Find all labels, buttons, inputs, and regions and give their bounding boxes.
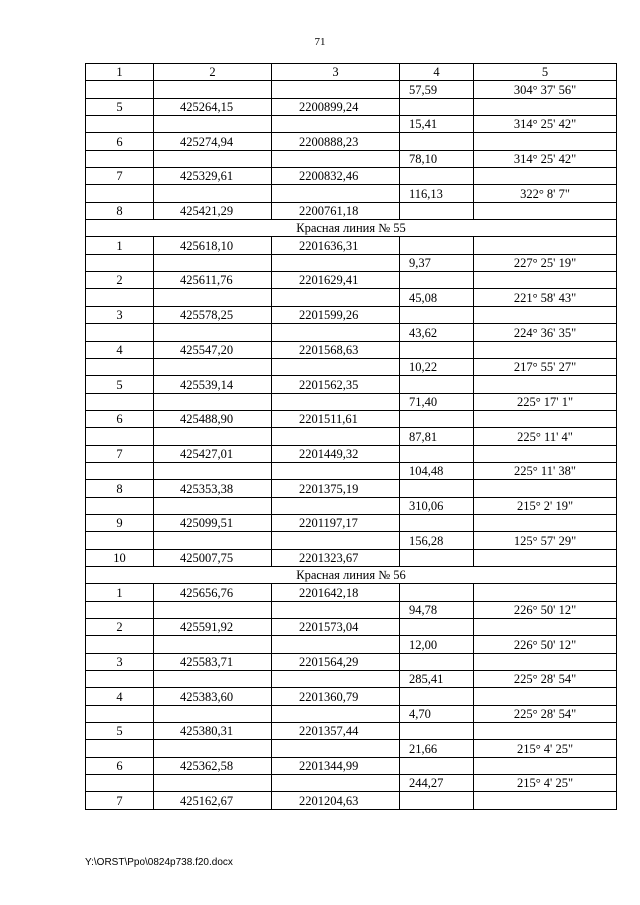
table-cell: 10,22	[400, 358, 474, 375]
table-cell	[272, 324, 400, 341]
table-cell: 71,40	[400, 393, 474, 410]
table-cell: 2200899,24	[272, 98, 400, 115]
section-title: Красная линия № 55	[86, 220, 617, 237]
table-cell	[474, 514, 617, 531]
table-row	[86, 81, 617, 98]
table-cell: 6	[86, 410, 154, 427]
table-cell: 215° 4' 25"	[474, 775, 617, 792]
table-cell: 125° 57' 29"	[474, 532, 617, 549]
table-cell: 227° 25' 19"	[474, 254, 617, 271]
table-cell	[272, 532, 400, 549]
table-cell	[154, 740, 272, 757]
table-cell	[272, 601, 400, 618]
table-cell	[272, 358, 400, 375]
table-cell	[474, 619, 617, 636]
table-row	[86, 636, 617, 653]
table-cell	[154, 428, 272, 445]
table-cell: 226° 50' 12"	[474, 636, 617, 653]
table-cell: 2201323,67	[272, 549, 400, 566]
table-cell	[272, 428, 400, 445]
table-cell	[400, 619, 474, 636]
section-row	[86, 566, 617, 583]
table-cell: 2201511,61	[272, 410, 400, 427]
table-cell: 2201449,32	[272, 445, 400, 462]
table-cell	[400, 653, 474, 670]
table-cell: 2201642,18	[272, 584, 400, 601]
table-cell	[474, 549, 617, 566]
table-cell	[400, 202, 474, 219]
table-cell: 2201636,31	[272, 237, 400, 254]
table-cell: 2201568,63	[272, 341, 400, 358]
table-row	[86, 133, 617, 150]
table-cell	[474, 723, 617, 740]
table-cell	[86, 81, 154, 98]
table-cell: 425656,76	[154, 584, 272, 601]
table-cell	[400, 133, 474, 150]
table-cell	[86, 358, 154, 375]
table-cell: 425162,67	[154, 792, 272, 809]
table-cell: 43,62	[400, 324, 474, 341]
table-row	[86, 237, 617, 254]
table-cell: 116,13	[400, 185, 474, 202]
table-row	[86, 532, 617, 549]
table-cell: 87,81	[400, 428, 474, 445]
table-cell	[474, 376, 617, 393]
table-cell: 425353,38	[154, 480, 272, 497]
table-cell	[272, 150, 400, 167]
table-cell	[154, 705, 272, 722]
table-cell: 9,37	[400, 254, 474, 271]
table-row	[86, 792, 617, 809]
table-cell	[400, 272, 474, 289]
table-cell: 217° 55' 27"	[474, 358, 617, 375]
table-cell	[272, 81, 400, 98]
table-cell: 2200832,46	[272, 168, 400, 185]
table-row	[86, 723, 617, 740]
table-cell: 425547,20	[154, 341, 272, 358]
table-cell: 425427,01	[154, 445, 272, 462]
table-cell	[154, 150, 272, 167]
table-cell: 9	[86, 514, 154, 531]
table-cell: 2201629,41	[272, 272, 400, 289]
table-cell: 10	[86, 549, 154, 566]
table-cell: 15,41	[400, 116, 474, 133]
table-cell	[400, 549, 474, 566]
table-cell	[474, 445, 617, 462]
table-cell: 8	[86, 202, 154, 219]
table-cell	[86, 671, 154, 688]
table-cell: 225° 11' 4"	[474, 428, 617, 445]
table-cell	[272, 289, 400, 306]
table-cell: 94,78	[400, 601, 474, 618]
table-row	[86, 653, 617, 670]
table-cell: 5	[86, 723, 154, 740]
table-cell	[400, 168, 474, 185]
table-cell: 2201344,99	[272, 757, 400, 774]
table-cell	[86, 636, 154, 653]
table-cell	[400, 445, 474, 462]
table-cell	[474, 306, 617, 323]
table-cell: 425591,92	[154, 619, 272, 636]
table-row	[86, 168, 617, 185]
table-cell	[86, 740, 154, 757]
table-cell: 2201197,17	[272, 514, 400, 531]
table-row	[86, 601, 617, 618]
table-row	[86, 358, 617, 375]
column-header: 4	[400, 64, 474, 81]
table-cell	[86, 775, 154, 792]
file-path-footer: Y:\ORST\Ppo\0824p738.f20.docx	[85, 857, 233, 868]
column-header: 3	[272, 64, 400, 81]
table-row	[86, 202, 617, 219]
table-cell: 425611,76	[154, 272, 272, 289]
table-cell	[154, 81, 272, 98]
table-row	[86, 341, 617, 358]
table-row	[86, 740, 617, 757]
column-header: 5	[474, 64, 617, 81]
table-cell	[400, 98, 474, 115]
column-header: 1	[86, 64, 154, 81]
table-cell	[86, 289, 154, 306]
table-cell	[474, 202, 617, 219]
table-cell	[272, 497, 400, 514]
table-row	[86, 462, 617, 479]
table-row	[86, 445, 617, 462]
table-cell	[400, 514, 474, 531]
table-cell: 425264,15	[154, 98, 272, 115]
table-cell	[272, 462, 400, 479]
table-cell	[474, 237, 617, 254]
table-row	[86, 671, 617, 688]
table-cell: 21,66	[400, 740, 474, 757]
table-cell: 215° 4' 25"	[474, 740, 617, 757]
table-cell: 425362,58	[154, 757, 272, 774]
table-cell: 425099,51	[154, 514, 272, 531]
column-header: 2	[154, 64, 272, 81]
table-cell: 7	[86, 445, 154, 462]
table-cell: 322° 8' 7"	[474, 185, 617, 202]
table-cell	[86, 116, 154, 133]
table-cell: 425380,31	[154, 723, 272, 740]
table-cell	[154, 775, 272, 792]
table-cell: 2201357,44	[272, 723, 400, 740]
table-cell: 6	[86, 133, 154, 150]
section-title: Красная линия № 56	[86, 566, 617, 583]
table-cell: 1	[86, 584, 154, 601]
table-cell	[400, 306, 474, 323]
table-cell: 4	[86, 688, 154, 705]
table-row	[86, 410, 617, 427]
table-cell: 78,10	[400, 150, 474, 167]
table-cell	[272, 705, 400, 722]
table-cell: 310,06	[400, 497, 474, 514]
table-cell: 425383,60	[154, 688, 272, 705]
table-cell	[86, 601, 154, 618]
table-cell	[154, 185, 272, 202]
table-cell: 425583,71	[154, 653, 272, 670]
table-cell	[154, 324, 272, 341]
coordinates-table	[85, 63, 617, 810]
table-cell	[86, 254, 154, 271]
table-cell: 225° 28' 54"	[474, 705, 617, 722]
table-cell: 7	[86, 792, 154, 809]
table-cell	[154, 393, 272, 410]
table-row	[86, 549, 617, 566]
table-row	[86, 324, 617, 341]
table-cell	[474, 653, 617, 670]
table-cell: 2201573,04	[272, 619, 400, 636]
table-cell: 7	[86, 168, 154, 185]
table-cell: 425007,75	[154, 549, 272, 566]
table-cell	[400, 584, 474, 601]
table-cell	[400, 792, 474, 809]
table-cell	[400, 376, 474, 393]
table-row	[86, 185, 617, 202]
table-cell	[474, 341, 617, 358]
table-row	[86, 514, 617, 531]
table-row	[86, 428, 617, 445]
table-cell: 314° 25' 42"	[474, 150, 617, 167]
table-cell	[154, 462, 272, 479]
table-body	[86, 64, 617, 810]
table-cell	[272, 393, 400, 410]
table-cell: 226° 50' 12"	[474, 601, 617, 618]
table-cell: 4,70	[400, 705, 474, 722]
table-cell	[86, 150, 154, 167]
table-cell	[86, 393, 154, 410]
table-cell	[154, 671, 272, 688]
table-cell: 314° 25' 42"	[474, 116, 617, 133]
table-row	[86, 272, 617, 289]
table-cell: 5	[86, 98, 154, 115]
table-cell: 8	[86, 480, 154, 497]
table-cell	[154, 601, 272, 618]
section-row	[86, 220, 617, 237]
table-cell	[86, 462, 154, 479]
table-cell: 304° 37' 56"	[474, 81, 617, 98]
table-row	[86, 306, 617, 323]
table-cell	[154, 497, 272, 514]
table-row	[86, 584, 617, 601]
table-cell: 425618,10	[154, 237, 272, 254]
table-cell: 224° 36' 35"	[474, 324, 617, 341]
table-cell: 244,27	[400, 775, 474, 792]
table-cell	[474, 757, 617, 774]
table-cell: 215° 2' 19"	[474, 497, 617, 514]
table-cell	[86, 532, 154, 549]
table-cell	[474, 792, 617, 809]
table-cell: 6	[86, 757, 154, 774]
table-cell: 2	[86, 272, 154, 289]
table-row	[86, 289, 617, 306]
table-row	[86, 497, 617, 514]
table-row	[86, 116, 617, 133]
table-cell: 2201599,26	[272, 306, 400, 323]
table-cell	[400, 237, 474, 254]
table-cell	[272, 775, 400, 792]
header-row	[86, 64, 617, 81]
table-cell	[272, 254, 400, 271]
table-cell: 3	[86, 653, 154, 670]
table-cell	[154, 358, 272, 375]
table-row	[86, 393, 617, 410]
table-row	[86, 619, 617, 636]
table-cell: 156,28	[400, 532, 474, 549]
table-cell: 225° 28' 54"	[474, 671, 617, 688]
table-cell: 2201375,19	[272, 480, 400, 497]
table-row	[86, 757, 617, 774]
table-cell: 221° 58' 43"	[474, 289, 617, 306]
table-cell	[400, 410, 474, 427]
table-cell: 12,00	[400, 636, 474, 653]
table-cell: 57,59	[400, 81, 474, 98]
table-row	[86, 98, 617, 115]
table-cell	[474, 272, 617, 289]
table-cell: 104,48	[400, 462, 474, 479]
table-cell	[154, 116, 272, 133]
table-cell: 5	[86, 376, 154, 393]
table-cell	[474, 480, 617, 497]
table-cell: 2201204,63	[272, 792, 400, 809]
table-cell	[272, 185, 400, 202]
table-cell	[154, 289, 272, 306]
page-number: 71	[314, 36, 326, 48]
table-cell: 425578,25	[154, 306, 272, 323]
table-cell	[86, 497, 154, 514]
table-cell	[400, 688, 474, 705]
table-cell	[154, 636, 272, 653]
table-cell: 425274,94	[154, 133, 272, 150]
table-row	[86, 705, 617, 722]
table-cell	[400, 757, 474, 774]
table-row	[86, 150, 617, 167]
table-cell: 225° 11' 38"	[474, 462, 617, 479]
table-cell: 425488,90	[154, 410, 272, 427]
table-cell	[474, 688, 617, 705]
table-row	[86, 775, 617, 792]
table-cell	[272, 671, 400, 688]
table-cell	[86, 705, 154, 722]
table-cell	[272, 740, 400, 757]
table-row	[86, 688, 617, 705]
table-cell	[400, 723, 474, 740]
table-cell	[400, 480, 474, 497]
table-row	[86, 480, 617, 497]
table-cell	[474, 168, 617, 185]
table-cell	[474, 410, 617, 427]
table-cell: 2200761,18	[272, 202, 400, 219]
table-cell: 2201360,79	[272, 688, 400, 705]
table-cell: 225° 17' 1"	[474, 393, 617, 410]
table-cell: 2201564,29	[272, 653, 400, 670]
table-cell: 4	[86, 341, 154, 358]
table-row	[86, 376, 617, 393]
table-cell: 285,41	[400, 671, 474, 688]
table-cell: 1	[86, 237, 154, 254]
table-cell: 2200888,23	[272, 133, 400, 150]
table-cell	[86, 185, 154, 202]
table-cell: 3	[86, 306, 154, 323]
table-cell: 45,08	[400, 289, 474, 306]
table-cell	[272, 116, 400, 133]
table-cell	[154, 532, 272, 549]
table-row	[86, 254, 617, 271]
table-cell: 2201562,35	[272, 376, 400, 393]
table-cell: 2	[86, 619, 154, 636]
table-cell	[400, 341, 474, 358]
table-cell	[474, 98, 617, 115]
table-cell: 425329,61	[154, 168, 272, 185]
table-cell	[86, 324, 154, 341]
table-cell	[154, 254, 272, 271]
table-cell: 425539,14	[154, 376, 272, 393]
table-cell	[272, 636, 400, 653]
table-cell	[474, 584, 617, 601]
table-cell	[474, 133, 617, 150]
table-cell: 425421,29	[154, 202, 272, 219]
table-cell	[86, 428, 154, 445]
